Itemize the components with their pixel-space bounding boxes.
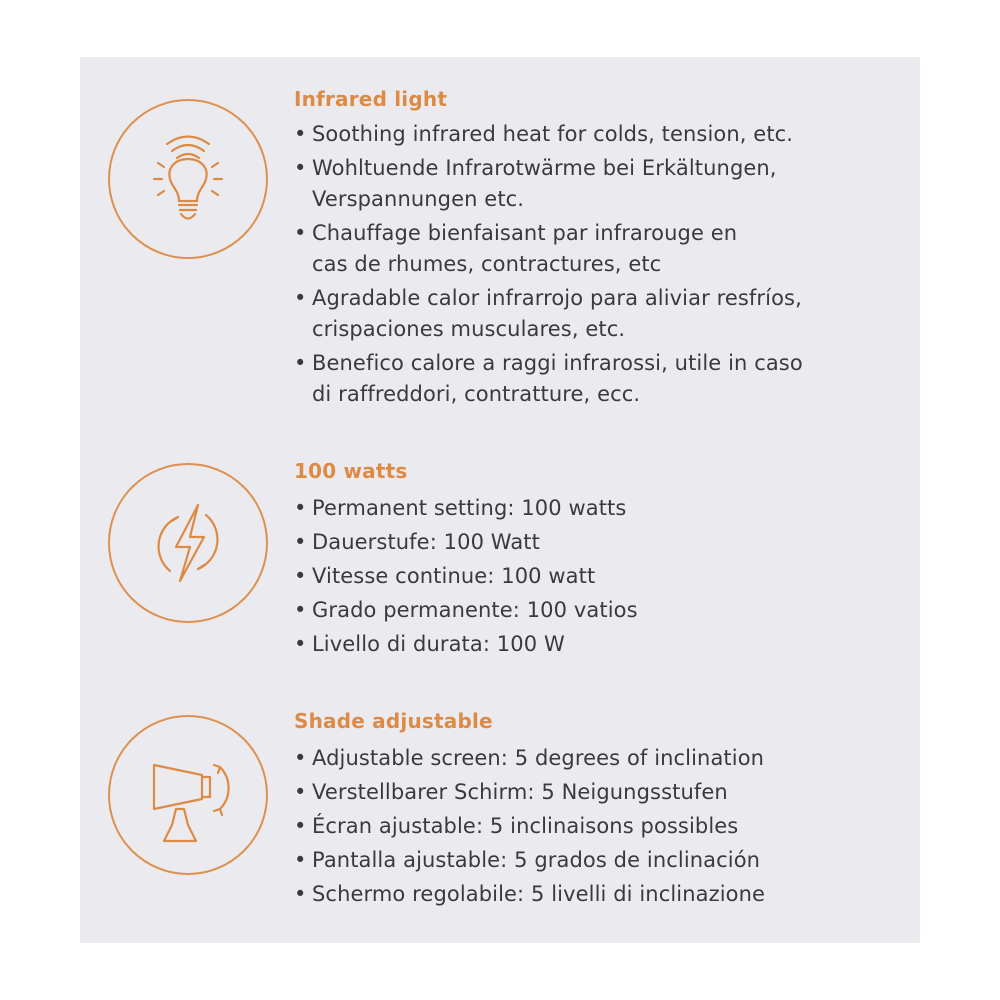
item-list <box>294 743 765 910</box>
adjustable-lamp-icon <box>110 717 266 873</box>
list-item: • Wohltuende Infrarotwärme bei Erkältungen, Verspannungen etc. <box>294 153 803 215</box>
section-title: 100 watts <box>294 459 408 483</box>
item-list <box>294 493 638 660</box>
lightning-bolt-icon <box>110 465 266 621</box>
item-list <box>294 119 803 410</box>
section-title: Infrared light <box>294 87 448 111</box>
list-item: • Permanent setting: 100 watts <box>294 493 638 524</box>
list-item: • Schermo regolabile: 5 livelli di inclinazione <box>294 879 765 910</box>
list-item: • Verstellbarer Schirm: 5 Neigungsstufen <box>294 777 765 808</box>
lamp-icon-circle <box>108 715 268 875</box>
list-item: • Chauffage bienfaisant par infrarouge en cas de rhumes, contractures, etc <box>294 218 803 280</box>
list-item: • Soothing infrared heat for colds, tension, etc. <box>294 119 803 150</box>
list-item: • Écran ajustable: 5 inclinaisons possibles <box>294 811 765 842</box>
list-item: • Grado permanente: 100 vatios <box>294 595 638 626</box>
list-item: • Adjustable screen: 5 degrees of inclination <box>294 743 765 774</box>
list-item: • Dauerstufe: 100 Watt <box>294 527 638 558</box>
list-item: • Vitesse continue: 100 watt <box>294 561 638 592</box>
list-item: • Benefico calore a raggi infrarossi, utile in caso di raffreddori, contratture, ecc. <box>294 348 803 410</box>
lightbulb-icon-circle <box>108 99 268 259</box>
list-item: • Pantalla ajustable: 5 grados de inclinación <box>294 845 765 876</box>
list-item: • Livello di durata: 100 W <box>294 629 638 660</box>
section-title: Shade adjustable <box>294 709 493 733</box>
lightning-icon-circle <box>108 463 268 623</box>
list-item: • Agradable calor infrarrojo para aliviar resfríos, crispaciones musculares, etc. <box>294 283 803 345</box>
feature-card <box>80 57 920 943</box>
lightbulb-icon <box>110 101 266 257</box>
